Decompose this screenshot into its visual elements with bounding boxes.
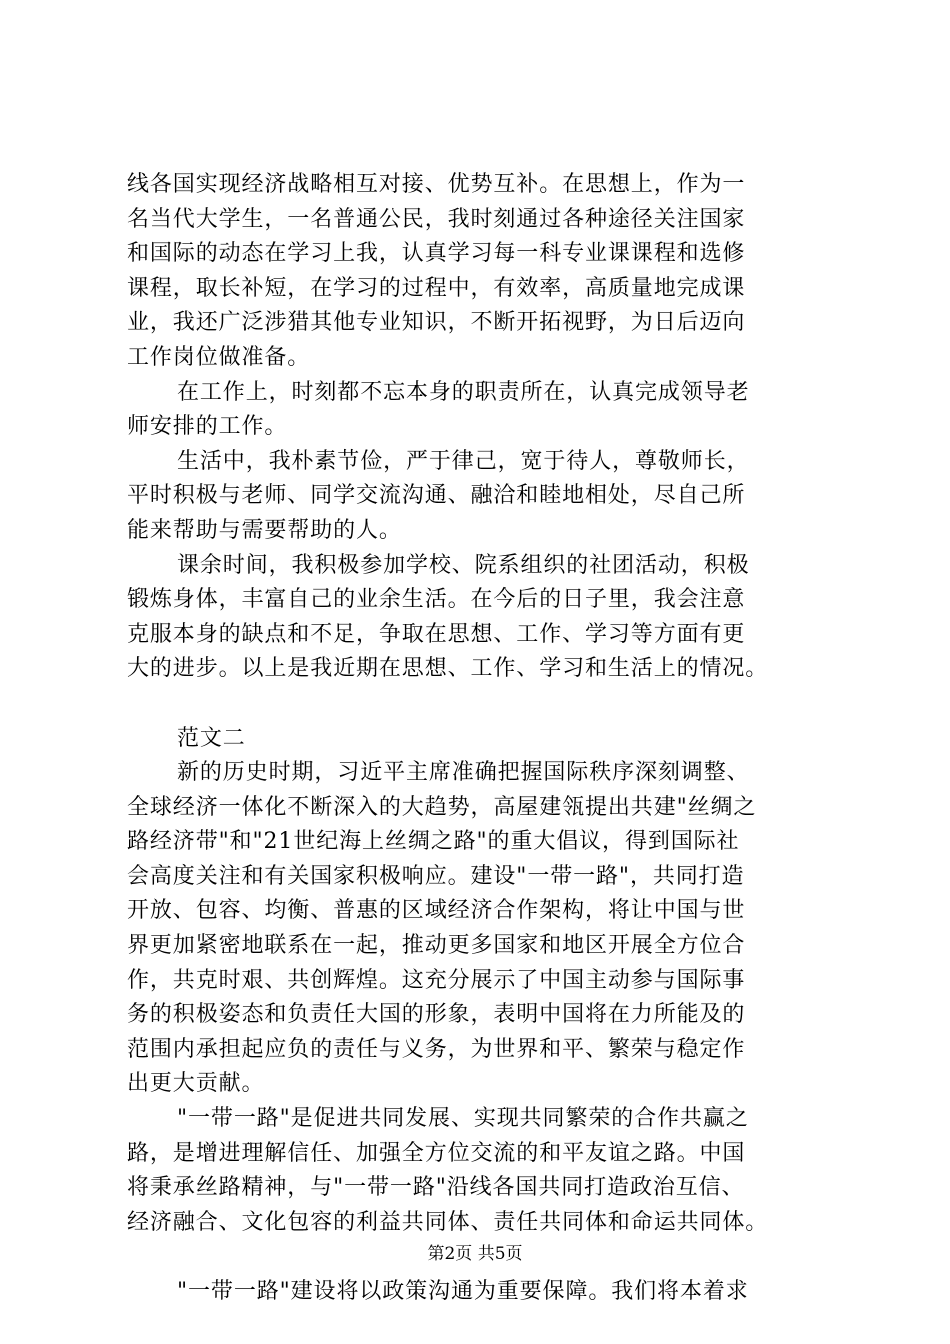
text-line: 业，我还广泛涉猎其他专业知识，不断开拓视野，为日后迈向	[127, 310, 746, 336]
text-line: 在工作上，时刻都不忘本身的职责所在，认真完成领导老	[177, 379, 750, 405]
text-line: 锻炼身体，丰富自己的业余生活。在今后的日子里，我会注意	[127, 587, 746, 613]
text-line: 开放、包容、均衡、普惠的区域经济合作架构，将让中国与世	[127, 898, 746, 924]
text-line: "一带一路"是促进共同发展、实现共同繁荣的合作共赢之	[177, 1106, 749, 1132]
text-line: 生活中，我朴素节俭，严于律己，宽于待人，尊敬师长，	[177, 448, 750, 474]
text-line: 路经济带"和"21世纪海上丝绸之路"的重大倡议，得到国际社	[127, 829, 740, 855]
text-line: 作，共克时艰、共创辉煌。这充分展示了中国主动参与国际事	[127, 967, 746, 993]
text-line: 大的进步。以上是我近期在思想、工作、学习和生活上的情况。	[127, 656, 769, 682]
text-line: 工作岗位做准备。	[127, 344, 311, 370]
blank-line	[127, 687, 837, 722]
text-line: 经济融合、文化包容的利益共同体、责任共同体和命运共同体。	[127, 1209, 769, 1235]
text-line: 克服本身的缺点和不足，争取在思想、工作、学习等方面有更	[127, 621, 746, 647]
page-footer: 第2页 共5页	[427, 1244, 523, 1264]
text-line: 师安排的工作。	[127, 414, 288, 440]
text-line: "一带一路"建设将以政策沟通为重要保障。我们将本着求	[177, 1279, 749, 1304]
text-line: 能来帮助与需要帮助的人。	[127, 517, 402, 543]
text-line: 界更加紧密地联系在一起，推动更多国家和地区开展全方位合	[127, 933, 746, 959]
text-line: 会高度关注和有关国家积极响应。建设"一带一路"，共同打造	[127, 863, 745, 889]
text-line: 课程，取长补短，在学习的过程中，有效率，高质量地完成课	[127, 275, 746, 301]
text-line: 路，是增进理解信任、加强全方位交流的和平友谊之路。中国	[127, 1140, 746, 1166]
text-line: 范围内承担起应负的责任与义务，为世界和平、繁荣与稳定作	[127, 1036, 746, 1062]
text-line: 全球经济一体化不断深入的大趋势，高屋建瓴提出共建"丝绸之	[127, 794, 757, 820]
text-line: 务的积极姿态和负责任大国的形象，表明中国将在力所能及的	[127, 1002, 746, 1028]
text-line: 新的历史时期，习近平主席准确把握国际秩序深刻调整、	[177, 760, 750, 786]
text-line: 出更大贡献。	[127, 1071, 265, 1097]
text-line: 名当代大学生，一名普通公民，我时刻通过各种途径关注国家	[127, 206, 746, 232]
text-line: 范文二	[177, 725, 246, 751]
text-line: 平时积极与老师、同学交流沟通、融洽和睦地相处，尽自己所	[127, 483, 746, 509]
text-line: 课余时间，我积极参加学校、院系组织的社团活动，积极	[177, 552, 750, 578]
text-line: 和国际的动态在学习上我，认真学习每一科专业课课程和选修	[127, 241, 746, 267]
text-line: 将秉承丝路精神，与"一带一路"沿线各国共同打造政治互信、	[127, 1175, 745, 1201]
document-body	[127, 168, 837, 1310]
text-line: 线各国实现经济战略相互对接、优势互补。在思想上，作为一	[127, 172, 746, 197]
